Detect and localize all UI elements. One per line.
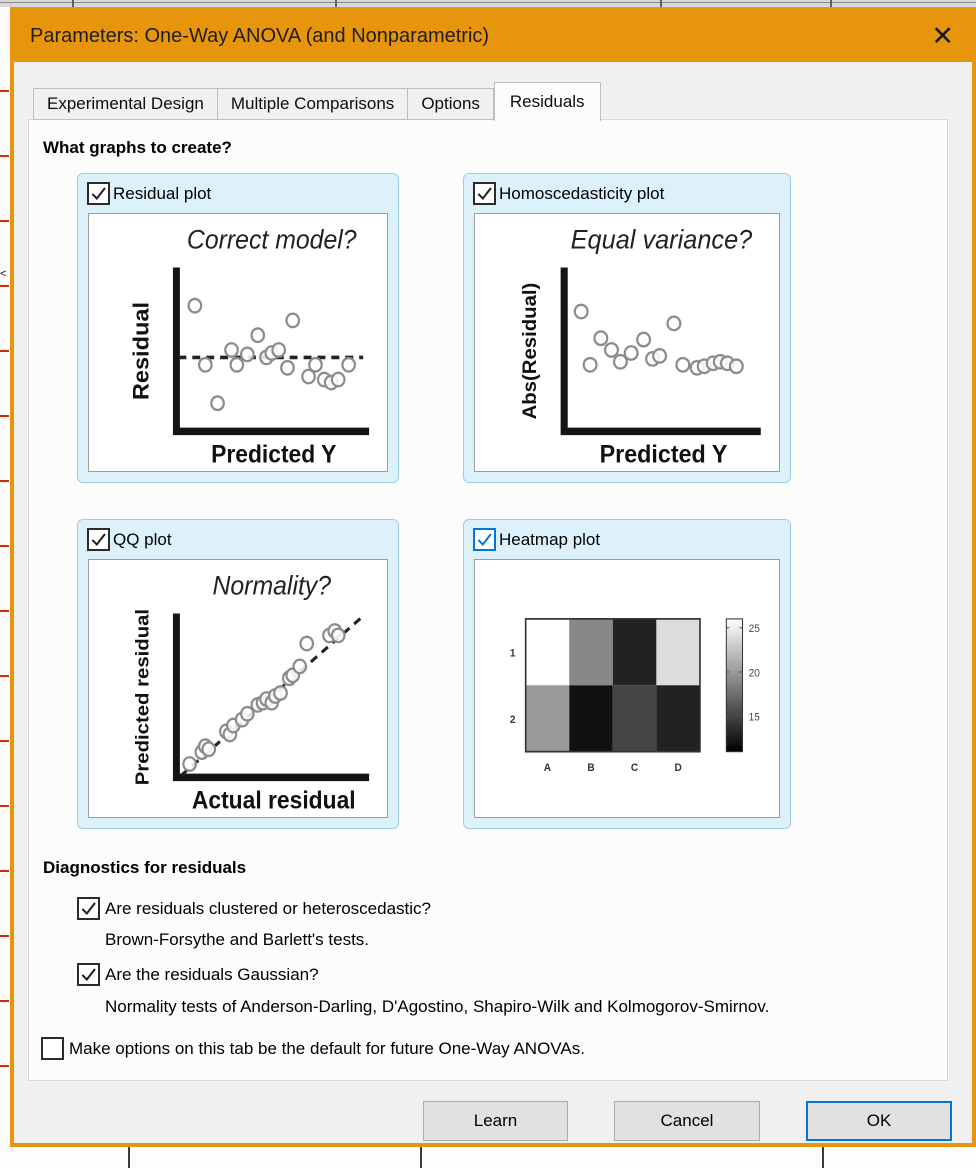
row-marker: < [0, 268, 7, 280]
gaussian-checkbox[interactable] [77, 963, 100, 986]
gaussian-description: Normality tests of Anderson-Darling, D'Agostino, Shapiro-Wilk and Kolmogorov-Smirnov. [105, 997, 770, 1016]
svg-text:Equal variance?: Equal variance? [570, 223, 753, 255]
background-spreadsheet-left [0, 7, 10, 1168]
diagnostics-section-heading: Diagnostics for residuals [43, 858, 247, 877]
tab-experimental-design[interactable]: Experimental Design [33, 88, 218, 120]
gaussian-option[interactable] [77, 963, 319, 986]
svg-text:Residual: Residual [128, 301, 154, 401]
heatmap-plot-option[interactable] [473, 528, 600, 551]
svg-text:Abs(Residual): Abs(Residual) [519, 282, 541, 420]
qq-plot-thumbnail [88, 559, 388, 818]
svg-text:15: 15 [748, 712, 760, 724]
svg-text:A: A [543, 762, 552, 775]
background-spreadsheet-top [0, 0, 976, 7]
svg-text:Predicted Y: Predicted Y [211, 440, 337, 469]
qq-plot-panel [77, 519, 399, 829]
homoscedasticity-plot-label[interactable]: Homoscedasticity plot [499, 183, 665, 203]
heteroscedastic-label[interactable]: Are residuals clustered or heteroscedastic? [105, 898, 431, 918]
residual-plot-label[interactable]: Residual plot [113, 183, 212, 203]
svg-text:C: C [630, 762, 639, 775]
heatmap-plot-label[interactable]: Heatmap plot [499, 529, 601, 549]
heteroscedastic-option[interactable] [77, 897, 431, 920]
dialog-title: Parameters: One-Way ANOVA (and Nonparametric) [30, 25, 490, 47]
svg-text:Predicted Y: Predicted Y [599, 440, 728, 469]
qq-plot-option[interactable] [87, 528, 172, 551]
residual-plot-thumbnail [88, 213, 388, 472]
svg-text:1: 1 [509, 648, 516, 660]
residual-plot-checkbox[interactable] [87, 182, 110, 205]
homoscedasticity-plot-panel [463, 173, 791, 483]
svg-text:Predicted residual: Predicted residual [132, 608, 154, 786]
residuals-tab-page [28, 119, 948, 1081]
homoscedasticity-plot-thumbnail [474, 213, 780, 472]
svg-text:Normality?: Normality? [212, 571, 332, 601]
heatmap-plot-panel [463, 519, 791, 829]
gaussian-label[interactable]: Are the residuals Gaussian? [105, 964, 319, 984]
close-icon[interactable]: ✕ [931, 21, 954, 51]
homoscedasticity-plot-checkbox[interactable] [473, 182, 496, 205]
svg-text:D: D [674, 762, 682, 775]
homoscedasticity-plot-option[interactable] [473, 182, 664, 205]
heatmap-plot-checkbox[interactable] [473, 528, 496, 551]
graphs-section-heading: What graphs to create? [43, 138, 232, 157]
tab-options[interactable]: Options [408, 88, 494, 120]
make-default-option[interactable] [41, 1037, 585, 1060]
make-default-label[interactable]: Make options on this tab be the default for future One-Way ANOVAs. [69, 1038, 585, 1058]
svg-text:25: 25 [748, 623, 760, 636]
make-default-checkbox[interactable] [41, 1037, 64, 1060]
heteroscedastic-checkbox[interactable] [77, 897, 100, 920]
dialog-titlebar [14, 11, 972, 62]
svg-text:Correct model?: Correct model? [186, 225, 357, 255]
heteroscedastic-description: Brown-Forsythe and Barlett's tests. [105, 930, 370, 949]
qq-plot-checkbox[interactable] [87, 528, 110, 551]
background-spreadsheet-bottom [0, 1147, 976, 1168]
tab-strip [33, 81, 601, 120]
ok-button[interactable]: OK [806, 1101, 952, 1141]
tab-residuals[interactable]: Residuals [494, 82, 601, 121]
svg-text:20: 20 [748, 668, 760, 680]
learn-button[interactable]: Learn [423, 1101, 568, 1141]
heatmap-plot-thumbnail [474, 559, 780, 818]
qq-plot-label[interactable]: QQ plot [113, 529, 172, 549]
tab-multiple-comparisons[interactable]: Multiple Comparisons [218, 88, 408, 120]
residual-plot-panel [77, 173, 399, 483]
cancel-button[interactable]: Cancel [614, 1101, 760, 1141]
residual-plot-option[interactable] [87, 182, 211, 205]
svg-text:B: B [587, 762, 595, 775]
parameters-dialog [10, 7, 976, 1147]
svg-text:2: 2 [509, 714, 516, 726]
svg-text:Actual residual: Actual residual [191, 786, 356, 815]
